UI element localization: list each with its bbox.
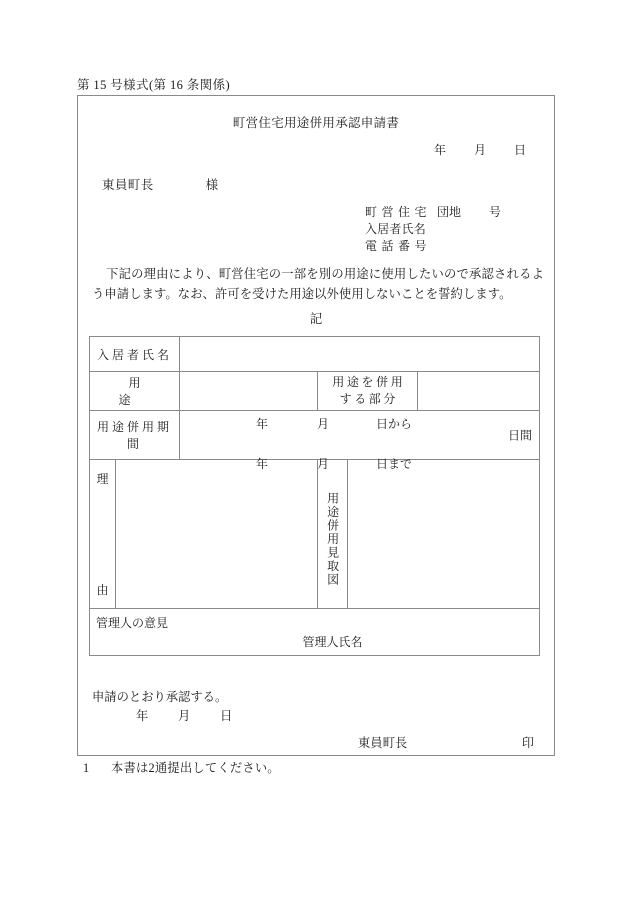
cell-resident-name-label [90,337,180,372]
applicant-name-label: 入居者氏名 [365,222,427,236]
form-frame [77,95,555,756]
period-days-label: 日間 [508,428,533,443]
approval-signature-line [92,733,540,749]
table-row-manager [90,609,540,656]
application-table [89,336,540,656]
period-to-month: 月 [317,457,330,471]
footer-note-number: 1 [83,761,90,775]
addressee [102,175,219,193]
manager-name-label: 管理人氏名 [302,635,363,649]
approval-block [92,688,232,726]
cell-reason-label [90,460,116,609]
ki-mark: 記 [309,312,323,326]
cell-period-value[interactable] [180,411,540,471]
combined-part-label-line2: する部分 [339,392,399,406]
period-from-day: 日から [376,417,413,431]
resident-name-label: 入居者氏名 [97,347,173,362]
approval-signer: 東員町長 [358,736,408,750]
manager-wrapper [90,609,539,655]
cell-period-label [90,411,180,460]
cell-reason-value[interactable] [116,460,318,609]
table-row-reason-sketch [90,460,540,609]
body-paragraph-text: 下記の理由により、町営住宅の一部を別の用途に使用したいので承認されるよう申請します。なお、許可を受けた用途以外使用しないことを誓約します。 [92,267,544,301]
period-to-day: 日まで [376,457,413,471]
approval-date-month: 月 [178,709,191,723]
period-label: 用途併用期間 [97,420,173,451]
footer-note-text: 本書は2通提出してください。 [111,761,280,775]
approval-date-year: 年 [136,709,149,723]
cell-resident-name-value[interactable] [180,337,540,372]
reason-label-bottom: 由 [96,583,109,597]
applicant-housing-row [365,204,501,221]
period-from-month: 月 [317,417,330,431]
reason-label-top: 理 [96,472,109,486]
applicant-phone-row [365,238,501,255]
period-wrapper [180,411,539,471]
period-from-year: 年 [256,417,269,431]
cell-sketch-label [318,460,348,609]
seal-label: 印 [521,736,534,750]
addressee-honorific: 様 [205,178,219,192]
body-paragraph [92,264,544,304]
cell-combined-part-label [318,372,418,411]
application-date-line [434,141,530,158]
cell-purpose-label [90,372,180,411]
application-date-year: 年 [434,143,447,157]
cell-combined-part-value[interactable] [418,372,540,411]
applicant-danchi-label: 団地 [437,205,462,219]
manager-opinion-label: 管理人の意見 [96,616,169,630]
cell-purpose-value[interactable] [180,372,318,411]
table-row-resident-name [90,337,540,372]
application-date-day: 日 [514,143,527,157]
cell-sketch-value[interactable] [348,460,540,609]
applicant-go-label: 号 [489,205,502,219]
footer-note [77,758,280,776]
approval-date-day: 日 [220,709,233,723]
table-row-period [90,411,540,460]
purpose-label: 用途 [118,376,161,407]
period-to-year: 年 [256,457,269,471]
applicant-housing-label: 町営住宅 [365,205,432,219]
combined-part-label-line1: 用途を併用 [332,375,406,389]
document-title: 町営住宅用途併用承認申請書 [232,116,400,130]
approval-statement: 申請のとおり承認する。 [92,690,228,704]
table-row-purpose [90,372,540,411]
approval-date-line [92,707,232,726]
applicant-info-block [365,204,501,255]
applicant-name-row [365,221,501,238]
applicant-phone-label: 電話番号 [365,239,432,253]
sketch-label: 用途併用見取図 [325,491,340,587]
addressee-name: 東員町長 [102,178,154,192]
application-date-month: 月 [474,143,487,157]
form-number: 第 15 号様式(第 16 条関係) [77,78,231,92]
cell-manager[interactable] [90,609,540,656]
